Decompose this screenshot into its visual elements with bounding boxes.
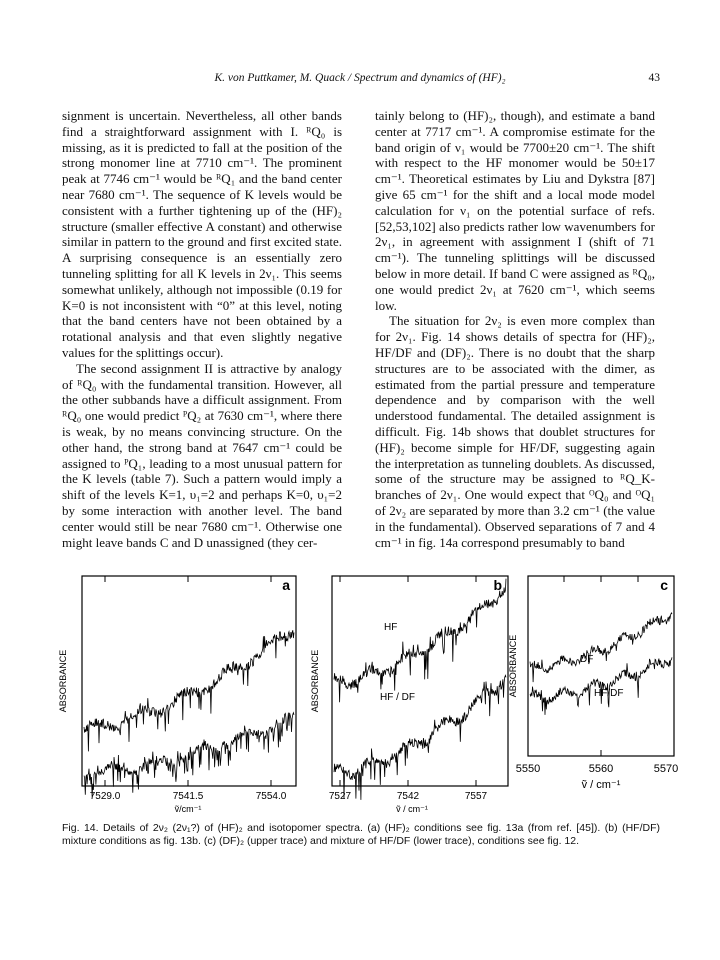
- panel-c-tick-label: 5560: [588, 763, 614, 775]
- panel-c-tick-label: 5550: [515, 763, 541, 775]
- panel-c-ylabel: ABSORBANCE: [508, 634, 518, 698]
- panel-a-ylabel: ABSORBANCE: [58, 649, 68, 713]
- panel-b-trace-lower: [334, 675, 506, 800]
- panel-b-xlabel: ṽ / cm⁻¹: [396, 804, 428, 814]
- panel-c-trace-lower: [530, 657, 672, 714]
- panel-c-trace-upper: [530, 613, 672, 682]
- panel-c: [506, 568, 679, 818]
- panel-b-ticks: [340, 576, 476, 786]
- panel-a-tick-label: 7529.0: [89, 791, 121, 802]
- panel-b-trace-label-hf: HF: [384, 622, 398, 633]
- panel-b-ylabel: ABSORBANCE: [310, 649, 320, 713]
- running-head: K. von Puttkamer, M. Quack / Spectrum and dynamics of (HF)₂: [214, 72, 506, 84]
- figure-caption: Fig. 14. Details of 2ν₂ (2ν₁?) of (HF)₂ and isotopomer spectra. (a) (HF)₂ conditions see fig. 13a (from ref. [45]). (b) (HF/DF) mixture conditions as fig. 13b. (c) (DF)₂ (upper trace) and mixture of HF/DF (lower trace), conditions see fig. 12.: [62, 822, 660, 847]
- panel-c-trace-label-df: DF: [580, 654, 594, 665]
- paragraph: The situation for 2ν₂ is even more complex than for 2ν₁. Fig. 14 shows details of spectra for (HF)₂, HF/DF and (DF)₂. There is no doubt that the sharp structures are to be associated with the dimer, as estimated from the partial pressure and temperature dependence and by comparison with the well understood fundamental. The detailed assignment is difficult. Fig. 14b shows that doublet structures for (HF)₂ become simple for HF/DF, suggesting again the interpretation as tunneling doublets. As discussed, some of the structure may be assigned to ᴿQ_K-branches of 2ν₁. One would expect that ᴼQ₀ and ᴼQ₁ of 2ν₂ are separated by more than 3.2 cm⁻¹ (the value in the fundamental). Observed separations of 7 and 4 cm⁻¹ in fig. 14a correspond presumably to band: [375, 313, 655, 550]
- panel-a-frame: [82, 576, 296, 786]
- panel-b-label: b: [493, 577, 502, 593]
- right-column: [375, 108, 655, 550]
- paragraph: signment is uncertain. Nevertheless, all other bands find a straightforward assignment with I. ᴿQ₀ is missing, as it is predicted to fall at the position of the strong monomer line at 7710 cm⁻¹. The prominent peak at 7746 cm⁻¹ would be ᴿQ₁ and the band center near 7680 cm⁻¹. The sequence of K levels would be consistent with a further tightening up of the (HF)₂ structure (smaller effective A constant) and otherwise similar in pattern to the ground and first excited state. A surprising consequence is an essentially zero tunneling splitting for all K levels in 2ν₁. This seems somewhat unlikely, although not impossible (0.19 for K=0 is not inconsistent with “0” at this level, noting that the band centers have not been obtained by a rotational analysis and that even slightly negative values for the splittings occur).: [62, 108, 342, 360]
- panel-a-tick-label: 7541.5: [172, 791, 204, 802]
- panel-a-xlabel: ṽ/cm⁻¹: [174, 804, 202, 814]
- panel-c-tick-label: 5570: [653, 763, 679, 775]
- paragraph: The second assignment II is attractive by analogy of ᴿQ₀ with the fundamental transition. However, all the other subbands have a difficult assignment. From ᴿQ₀ one would predict ᴾQ₂ at 7630 cm⁻¹, where there is weak, by no means convincing structure. On the other hand, the strong band at 7647 cm⁻¹ could be assigned to ᴾQ₁, leading to a most unusual pattern for the K levels (table 7). Such a pattern would imply a shift of the levels K=1, υ₁=2 and perhaps K=0, υ₁=2 by some interaction with another level. The band center would still be near 7680 cm⁻¹. Otherwise one might leave bands C and D unassigned (they cer-: [62, 360, 342, 550]
- panel-a: [60, 568, 300, 818]
- left-column: [62, 108, 342, 550]
- panel-a-tick-label: 7554.0: [255, 791, 287, 802]
- panel-b-trace-label-hfdf: HF / DF: [380, 692, 415, 703]
- figure-14: [60, 568, 680, 818]
- panel-c-xlabel: ṽ / cm⁻¹: [581, 779, 621, 791]
- panel-b-tick-label: 7557: [464, 791, 488, 802]
- page-number: 43: [648, 72, 660, 84]
- panel-b-tick-label: 7527: [328, 791, 352, 802]
- page-header: [0, 72, 720, 92]
- panel-b: [312, 568, 512, 818]
- paragraph: tainly belong to (HF)₂, though), and estimate a band center at 7717 cm⁻¹. A compromise estimate for the band origin of ν₁ would be 7700±20 cm⁻¹. The shift with respect to the HF monomer would be 50±17 cm⁻¹. Theoretical estimates by Liu and Dykstra [87] give 65 cm⁻¹ for the shift and a local mode model calculation for ν₁ on the potential surface of refs. [52,53,102] also predicts rather low wavenumbers for 2ν₁, in agreement with assignment I (shift of 71 cm⁻¹). The tunneling splittings will be discussed below in more detail. If band C were assigned as ᴿQ₀, one would predict 2ν₁ at 7620 cm⁻¹, which seems low.: [375, 108, 655, 313]
- panel-b-tick-label: 7542: [396, 791, 420, 802]
- panel-c-trace-label-hfdf: HF/DF: [594, 688, 624, 699]
- panel-c-label: c: [660, 577, 668, 593]
- panel-a-trace-lower: [84, 713, 294, 797]
- panel-b-trace-upper: [334, 579, 506, 703]
- panel-a-label: a: [282, 577, 290, 593]
